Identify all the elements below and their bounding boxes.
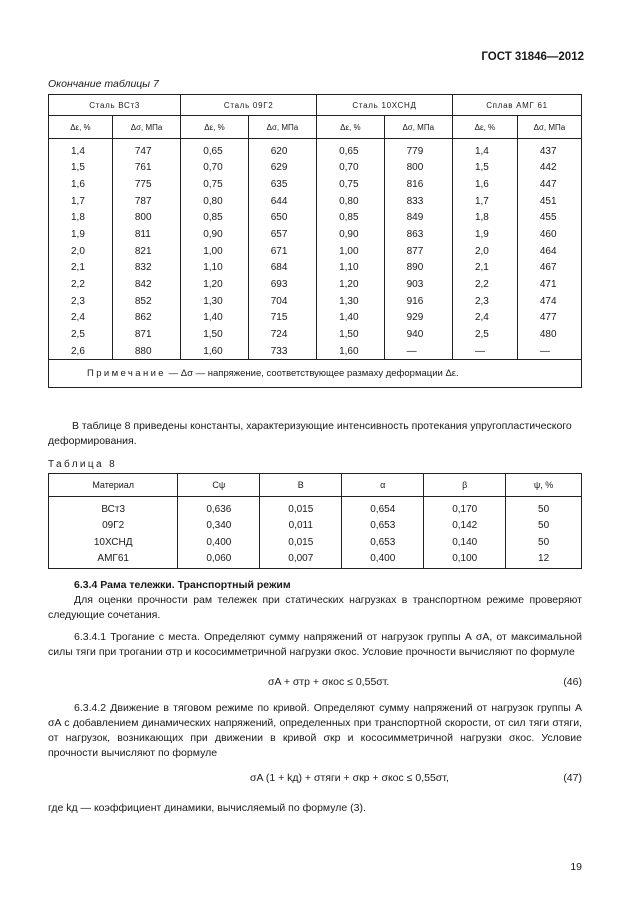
table7-group-header: Сплав АМГ 61 <box>452 95 581 116</box>
table-row <box>49 176 582 193</box>
table-cell: 0,653 <box>342 534 424 551</box>
table-row <box>49 293 582 310</box>
table7-group-header: Сталь 10ХСНД <box>317 95 453 116</box>
formula-46: σA + σтр + σкос ≤ 0,55σт. <box>268 676 390 688</box>
table-cell: 1,10 <box>317 259 385 276</box>
table-cell: 1,40 <box>181 309 249 326</box>
section-paragraph-3: 6.3.4.2 Движение в тяговом режиме по кривой. Определяют сумму напряжений от нагрузок группы А σA с добавлением динамических напряжений, определенных при транспортной скорости, от сил тяги σтяги, от нагрузок, возникающих при движении в кривой σкр и кососимметричной нагрузки σкос. Условие прочности вычисляют по формуле <box>48 702 582 759</box>
table-cell: 833 <box>384 193 452 210</box>
table-cell: 447 <box>517 176 581 193</box>
table-row <box>49 160 582 177</box>
table-cell: 460 <box>517 226 581 243</box>
table-cell: 1,7 <box>49 193 113 210</box>
table-cell: 650 <box>248 210 316 227</box>
table-row <box>49 534 582 551</box>
table7-note <box>49 360 582 388</box>
table-row <box>49 226 582 243</box>
section-paragraph-1: Для оценки прочности рам тележек при статических нагрузках в транспортном режиме проверяют следующие сочетания. <box>48 594 582 621</box>
table-cell: 2,1 <box>49 259 113 276</box>
table-cell: 715 <box>248 309 316 326</box>
table-cell: 12 <box>506 551 582 569</box>
table-cell: 0,011 <box>260 518 342 535</box>
table7-subheader: Δε, % <box>181 116 249 139</box>
section-paragraph-2: 6.3.4.1 Трогание с места. Определяют сумму напряжений от нагрузок группы А σA, от максимальной силы тяги при трогании σтр и кососимметричной нагрузки σкос. Условие прочности вычисляют по формуле <box>48 631 582 658</box>
table-cell: 693 <box>248 276 316 293</box>
table-cell: 800 <box>384 160 452 177</box>
table-row <box>49 276 582 293</box>
table-cell: 1,4 <box>452 139 517 160</box>
table7-subheader: Δσ, МПа <box>248 116 316 139</box>
table-cell: — <box>452 343 517 360</box>
table-cell: 916 <box>384 293 452 310</box>
table-cell: 1,9 <box>452 226 517 243</box>
table-cell: 1,7 <box>452 193 517 210</box>
table-row <box>49 139 582 160</box>
table-cell: 787 <box>112 193 180 210</box>
table-cell: 863 <box>384 226 452 243</box>
table-cell: 903 <box>384 276 452 293</box>
table-row <box>49 243 582 260</box>
table-cell: 1,50 <box>317 326 385 343</box>
table7-subheader: Δε, % <box>317 116 385 139</box>
table-cell: 0,70 <box>181 160 249 177</box>
table-cell: 09Г2 <box>49 518 178 535</box>
table-cell: 1,30 <box>181 293 249 310</box>
table-cell: 474 <box>517 293 581 310</box>
table-cell: 2,1 <box>452 259 517 276</box>
table-cell: 1,5 <box>49 160 113 177</box>
table-row <box>49 518 582 535</box>
table-cell: 880 <box>112 343 180 360</box>
table-cell: 842 <box>112 276 180 293</box>
note-text: — Δσ — напряжение, соответствующее размаху деформации Δε. <box>166 368 459 380</box>
table-cell: — <box>517 343 581 360</box>
table-cell: 437 <box>517 139 581 160</box>
table-cell: 1,40 <box>317 309 385 326</box>
table-cell: 2,4 <box>452 309 517 326</box>
table-cell: 0,400 <box>178 534 260 551</box>
table-cell: 629 <box>248 160 316 177</box>
table-cell: 1,8 <box>49 210 113 227</box>
table-cell: 2,2 <box>49 276 113 293</box>
table-cell: 1,5 <box>452 160 517 177</box>
table8-header: Материал <box>49 474 178 497</box>
table-cell: 451 <box>517 193 581 210</box>
table-row <box>49 259 582 276</box>
formula-47: σA (1 + kд) + σтяги + σкр + σкос ≤ 0,55σт, <box>250 772 449 784</box>
table-cell: 2,5 <box>452 326 517 343</box>
table-cell: 2,3 <box>452 293 517 310</box>
table-cell: ВСт3 <box>49 497 178 518</box>
table-8 <box>48 473 582 569</box>
table-cell: 0,140 <box>424 534 506 551</box>
table-cell: 0,65 <box>317 139 385 160</box>
section-title: 6.3.4 Рама тележки. Транспортный режим <box>74 579 291 591</box>
table-cell: 50 <box>506 497 582 518</box>
table8-header: α <box>342 474 424 497</box>
table-cell: 862 <box>112 309 180 326</box>
table-cell: 0,340 <box>178 518 260 535</box>
table-cell: 2,5 <box>49 326 113 343</box>
table-cell: 0,007 <box>260 551 342 569</box>
table-cell: 1,20 <box>181 276 249 293</box>
table-cell: 1,60 <box>181 343 249 360</box>
table-cell: 877 <box>384 243 452 260</box>
table-cell: 0,80 <box>317 193 385 210</box>
table-cell: 0,75 <box>317 176 385 193</box>
table7-subheader: Δσ, МПа <box>517 116 581 139</box>
table-cell: 2,3 <box>49 293 113 310</box>
table-cell: 1,20 <box>317 276 385 293</box>
table8-header: β <box>424 474 506 497</box>
table-7 <box>48 94 582 388</box>
table-cell: 779 <box>384 139 452 160</box>
table-cell: 2,0 <box>49 243 113 260</box>
table-cell: 467 <box>517 259 581 276</box>
table-cell: 800 <box>112 210 180 227</box>
table-row <box>49 551 582 569</box>
table8-header: ψ, % <box>506 474 582 497</box>
table-cell: 747 <box>112 139 180 160</box>
table-cell: 0,060 <box>178 551 260 569</box>
table-cell: — <box>384 343 452 360</box>
table-cell: 1,60 <box>317 343 385 360</box>
table-cell: 644 <box>248 193 316 210</box>
formula-46-number: (46) <box>563 676 582 688</box>
table-cell: 0,015 <box>260 497 342 518</box>
table7-caption: Окончание таблицы 7 <box>48 78 159 90</box>
table-cell: 1,00 <box>317 243 385 260</box>
table-cell: 1,6 <box>49 176 113 193</box>
table-cell: 0,70 <box>317 160 385 177</box>
table-cell: 1,00 <box>181 243 249 260</box>
table-cell: 657 <box>248 226 316 243</box>
table-cell: 10ХСНД <box>49 534 178 551</box>
table-cell: 2,2 <box>452 276 517 293</box>
table-cell: 50 <box>506 534 582 551</box>
table-cell: 852 <box>112 293 180 310</box>
table-cell: 671 <box>248 243 316 260</box>
table-cell: 635 <box>248 176 316 193</box>
table-cell: 0,100 <box>424 551 506 569</box>
table-cell: 0,654 <box>342 497 424 518</box>
paragraph-table8-intro: В таблице 8 приведены константы, характеризующие интенсивность протекания упругопластического деформирования. <box>48 420 572 447</box>
table7-subheader: Δε, % <box>49 116 113 139</box>
table-cell: 455 <box>517 210 581 227</box>
table-row <box>49 210 582 227</box>
table-cell: 480 <box>517 326 581 343</box>
table-cell: 811 <box>112 226 180 243</box>
table-cell: 477 <box>517 309 581 326</box>
table-cell: 0,85 <box>317 210 385 227</box>
table-cell: 704 <box>248 293 316 310</box>
page-number: 19 <box>570 861 582 873</box>
table-row <box>49 343 582 360</box>
table7-group-header: Сталь 09Г2 <box>181 95 317 116</box>
table-cell: 684 <box>248 259 316 276</box>
table-cell: 940 <box>384 326 452 343</box>
table-row <box>49 193 582 210</box>
table-cell: 832 <box>112 259 180 276</box>
table-cell: 2,6 <box>49 343 113 360</box>
table-cell: 2,4 <box>49 309 113 326</box>
table-cell: 821 <box>112 243 180 260</box>
table7-group-header: Сталь ВСт3 <box>49 95 181 116</box>
table-cell: 849 <box>384 210 452 227</box>
table-cell: 0,170 <box>424 497 506 518</box>
table-cell: 0,015 <box>260 534 342 551</box>
formula-47-number: (47) <box>563 772 582 784</box>
table-cell: 775 <box>112 176 180 193</box>
table-cell: 890 <box>384 259 452 276</box>
table7-subheader: Δσ, МПа <box>112 116 180 139</box>
table-cell: 1,50 <box>181 326 249 343</box>
table-cell: 50 <box>506 518 582 535</box>
table-cell: 0,142 <box>424 518 506 535</box>
table7-subheader: Δσ, МПа <box>384 116 452 139</box>
table-cell: 1,6 <box>452 176 517 193</box>
table-cell: 471 <box>517 276 581 293</box>
table-row <box>49 326 582 343</box>
table-cell: 620 <box>248 139 316 160</box>
table-cell: 2,0 <box>452 243 517 260</box>
table-cell: 0,75 <box>181 176 249 193</box>
section-paragraph-4: где kд — коэффициент динамики, вычисляемый по формуле (3). <box>48 802 366 814</box>
table-cell: АМГ61 <box>49 551 178 569</box>
table-cell: 0,90 <box>317 226 385 243</box>
table-cell: 816 <box>384 176 452 193</box>
standard-header: ГОСТ 31846—2012 <box>481 51 584 63</box>
table-cell: 871 <box>112 326 180 343</box>
table-cell: 761 <box>112 160 180 177</box>
table8-caption: Таблица 8 <box>48 459 118 470</box>
table-cell: 0,80 <box>181 193 249 210</box>
table-cell: 1,10 <box>181 259 249 276</box>
note-label: Примечание <box>87 368 166 380</box>
table-cell: 464 <box>517 243 581 260</box>
table-cell: 1,4 <box>49 139 113 160</box>
table-cell: 0,636 <box>178 497 260 518</box>
table-cell: 1,8 <box>452 210 517 227</box>
table-cell: 0,653 <box>342 518 424 535</box>
table8-header: B <box>260 474 342 497</box>
table-cell: 442 <box>517 160 581 177</box>
table-cell: 929 <box>384 309 452 326</box>
table7-subheader: Δε, % <box>452 116 517 139</box>
table-cell: 0,90 <box>181 226 249 243</box>
table-cell: 0,85 <box>181 210 249 227</box>
table-row <box>49 309 582 326</box>
table-row <box>49 497 582 518</box>
table-cell: 1,9 <box>49 226 113 243</box>
table-cell: 724 <box>248 326 316 343</box>
table-cell: 1,30 <box>317 293 385 310</box>
table-cell: 733 <box>248 343 316 360</box>
table-cell: 0,400 <box>342 551 424 569</box>
table8-header: Cψ <box>178 474 260 497</box>
table-cell: 0,65 <box>181 139 249 160</box>
